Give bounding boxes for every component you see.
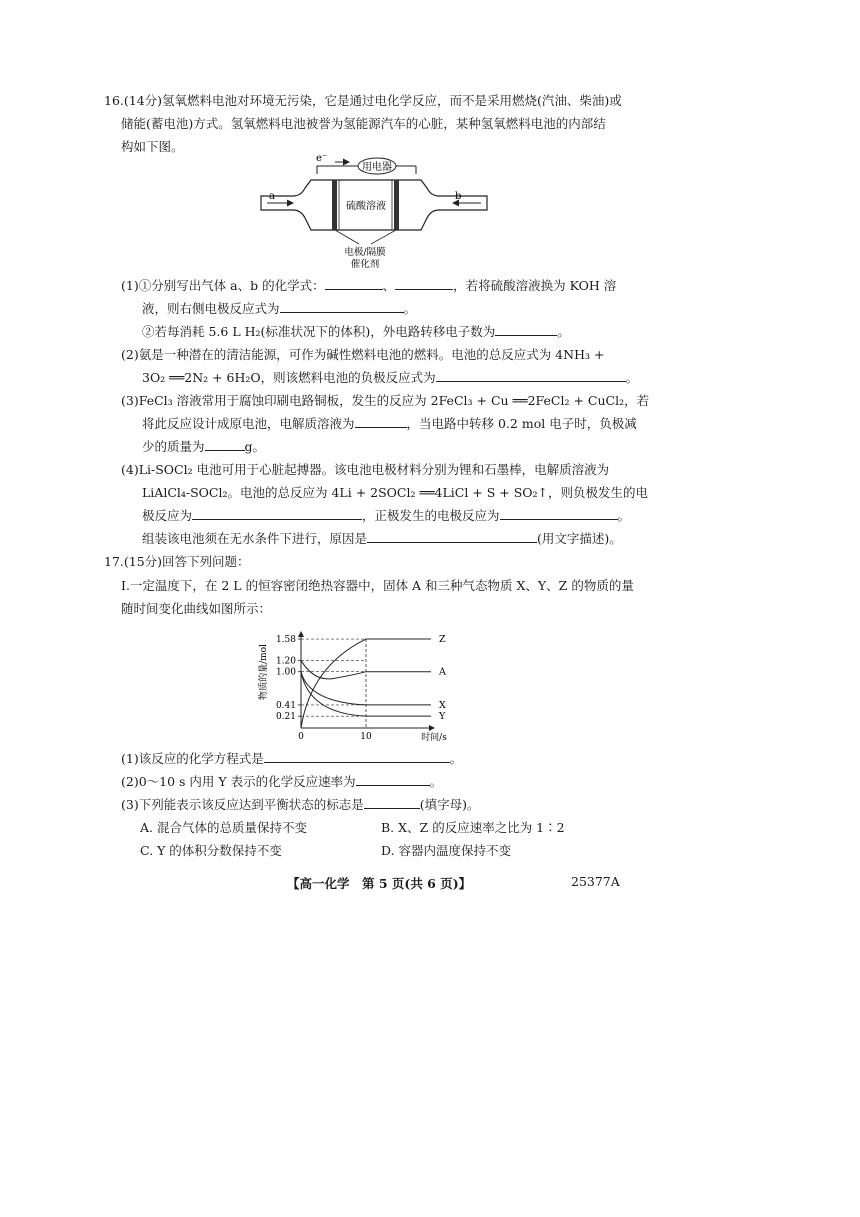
q16-part1-line3-text: ②若每消耗 5.6 L H₂(标准状况下的体积)，外电路转移电子数为 bbox=[142, 324, 496, 339]
q16-part4-line4-text: 组装该电池须在无水条件下进行，原因是 bbox=[142, 531, 368, 546]
electrode-membrane-label: 电极/隔膜 bbox=[344, 247, 386, 258]
y-tick-label-0: 1.58 bbox=[275, 635, 296, 646]
option-a: A. 混合气体的总质量保持不变 bbox=[140, 820, 307, 835]
answer-blank-choice[interactable] bbox=[364, 797, 420, 809]
q16-stem-line2: 储能(蓄电池)方式。氢氧燃料电池被誉为氢能源汽车的心脏，某种氢氧燃料电池的内部结 bbox=[121, 116, 606, 131]
left-electrode bbox=[332, 180, 337, 230]
q17-part1: (1)该反应的化学方程式是 。 bbox=[121, 751, 463, 766]
q16-part4-line3: 极反应为 ，正极发生的电极反应为 。 bbox=[142, 508, 631, 523]
q16-part4-line3-text: 极反应为 bbox=[142, 508, 193, 523]
q16-part3-line2-tail: ，当电路中转移 0.2 mol 电子时，负极减 bbox=[406, 416, 637, 431]
answer-blank-rate[interactable] bbox=[356, 774, 430, 786]
q16-part2-line1: (2)氨是一种潜在的清洁能源，可作为碱性燃料电池的燃料。电池的总反应式为 4NH₃ + bbox=[121, 347, 605, 362]
q16-part1-line2: 液，则右侧电极反应式为 。 bbox=[142, 301, 417, 316]
catalyst-label: 催化剂 bbox=[350, 259, 380, 270]
x-tick-label-1: 10 bbox=[360, 732, 372, 742]
q17-part3-tail: (填字母)。 bbox=[419, 797, 480, 812]
option-d: D. 容器内温度保持不变 bbox=[381, 843, 512, 858]
q16-part3-line3 bbox=[142, 439, 265, 455]
series-A-label: A bbox=[439, 666, 446, 678]
y-tick-label-3: 0.41 bbox=[275, 700, 296, 711]
q16-part4-line3-mid: ，正极发生的电极反应为 bbox=[362, 508, 500, 523]
answer-blank-negative-electrode[interactable] bbox=[436, 370, 626, 382]
q17-stem: 17.(15分)回答下列问题： bbox=[104, 554, 250, 569]
series-X-label: X bbox=[439, 699, 446, 711]
q16-part1-line3: ②若每消耗 5.6 L H₂(标准状况下的体积)，外电路转移电子数为 。 bbox=[142, 324, 570, 339]
q16-part3-line1: (3)FeCl₃ 溶液常用于腐蚀印刷电路铜板，发生的反应为 2FeCl₃ + Cu ══2FeCl₂ + CuCl₂，若 bbox=[121, 393, 650, 408]
q16-part1-line2-text: 液，则右侧电极反应式为 bbox=[142, 301, 280, 316]
q16-part4-line2: LiAlCl₄-SOCl₂。电池的总反应为 4Li + 2SOCl₂ ══4LiCl + S + SO₂↑，则负极发生的电 bbox=[142, 485, 649, 500]
y-tick-label-4: 0.21 bbox=[275, 712, 296, 723]
answer-blank-b[interactable] bbox=[395, 278, 453, 290]
q16-part1-text: (1)①分别写出气体 a、b 的化学式： bbox=[121, 278, 325, 293]
q17-part2-text: (2)0～10 s 内用 Y 表示的化学反应速率为 bbox=[121, 774, 356, 789]
series-Z-label: Z bbox=[439, 634, 446, 646]
page-footer: 【高一化学 第 5 页(共 6 页)】 bbox=[287, 876, 472, 891]
fuel-cell-diagram bbox=[255, 152, 495, 270]
answer-blank-li-negative[interactable] bbox=[192, 508, 362, 520]
y-tick-label-1: 1.20 bbox=[275, 656, 296, 667]
gas-b-label: b bbox=[455, 191, 462, 202]
series-Y-label: Y bbox=[439, 711, 446, 723]
solution-label: 硫酸溶液 bbox=[346, 201, 386, 212]
x-tick-label-0: 0 bbox=[298, 732, 304, 742]
q17-part2: (2)0～10 s 内用 Y 表示的化学反应速率为 。 bbox=[121, 774, 443, 789]
q16-stem-line1: 16.(14分)氢氧燃料电池对环境无污染，它是通过电化学反应，而不是采用燃烧(汽油、柴油)或 bbox=[104, 93, 622, 108]
q17-part3-text: (3)下列能表示该反应达到平衡状态的标志是 bbox=[121, 797, 364, 812]
amount-time-chart bbox=[258, 628, 458, 742]
answer-blank-a[interactable] bbox=[325, 278, 383, 290]
q16-part4-line4-tail: (用文字描述)。 bbox=[537, 531, 622, 546]
device-label: 用电器 bbox=[362, 162, 392, 173]
q17-part3 bbox=[121, 797, 479, 813]
q16-part3-line2-text: 将此反应设计成原电池，电解质溶液为 bbox=[142, 416, 355, 431]
q16-part4-line1: (4)Li-SOCl₂ 电池可用于心脏起搏器。该电池电极材料分别为锂和石墨棒，电解质溶液为 bbox=[121, 462, 610, 477]
option-c: C. Y 的体积分数保持不变 bbox=[140, 843, 282, 858]
y-tick-label-2: 1.00 bbox=[275, 667, 296, 678]
separator: 、 bbox=[382, 278, 396, 293]
q16-part2-line2-text: 3O₂ ══2N₂ + 6H₂O，则该燃料电池的负极反应式为 bbox=[142, 370, 436, 385]
q16-stem-line3: 构如下图。 bbox=[121, 139, 184, 154]
gas-a-label: a bbox=[269, 191, 275, 202]
q16-part1-tail: ，若将硫酸溶液换为 KOH 溶 bbox=[453, 278, 617, 293]
answer-blank-equation[interactable] bbox=[264, 751, 450, 763]
q16-part3-line3-text: 少的质量为 bbox=[142, 439, 205, 454]
right-electrode bbox=[394, 180, 399, 230]
answer-blank-electrons[interactable] bbox=[495, 324, 557, 336]
unit-g: g。 bbox=[244, 439, 266, 454]
q16-part3-line2 bbox=[142, 416, 637, 432]
q16-part4-line4 bbox=[142, 531, 622, 547]
option-b: B. X、Z 的反应速率之比为 1∶2 bbox=[381, 820, 565, 835]
exam-code: 25377A bbox=[571, 874, 620, 889]
y-axis-title: 物质的量/mol bbox=[259, 644, 269, 700]
answer-blank-right-electrode[interactable] bbox=[280, 301, 404, 313]
q16-part1-line1 bbox=[121, 278, 616, 294]
answer-blank-mass[interactable] bbox=[205, 439, 245, 451]
answer-blank-li-positive[interactable] bbox=[500, 508, 618, 520]
electron-label: e⁻ bbox=[316, 153, 328, 164]
x-axis-title: 时间/s bbox=[421, 733, 447, 742]
q17-section1-line2: 随时间变化曲线如图所示： bbox=[121, 601, 272, 616]
q17-section1-line1: Ⅰ.一定温度下，在 2 L 的恒容密闭绝热容器中，固体 A 和三种气态物质 X、Y、Z 的物质的量 bbox=[121, 578, 634, 593]
q16-part2-line2: 3O₂ ══2N₂ + 6H₂O，则该燃料电池的负极反应式为 。 bbox=[142, 370, 639, 385]
q17-part1-text: (1)该反应的化学方程式是 bbox=[121, 751, 264, 766]
answer-blank-reason[interactable] bbox=[367, 531, 537, 543]
answer-blank-electrolyte[interactable] bbox=[355, 416, 407, 428]
